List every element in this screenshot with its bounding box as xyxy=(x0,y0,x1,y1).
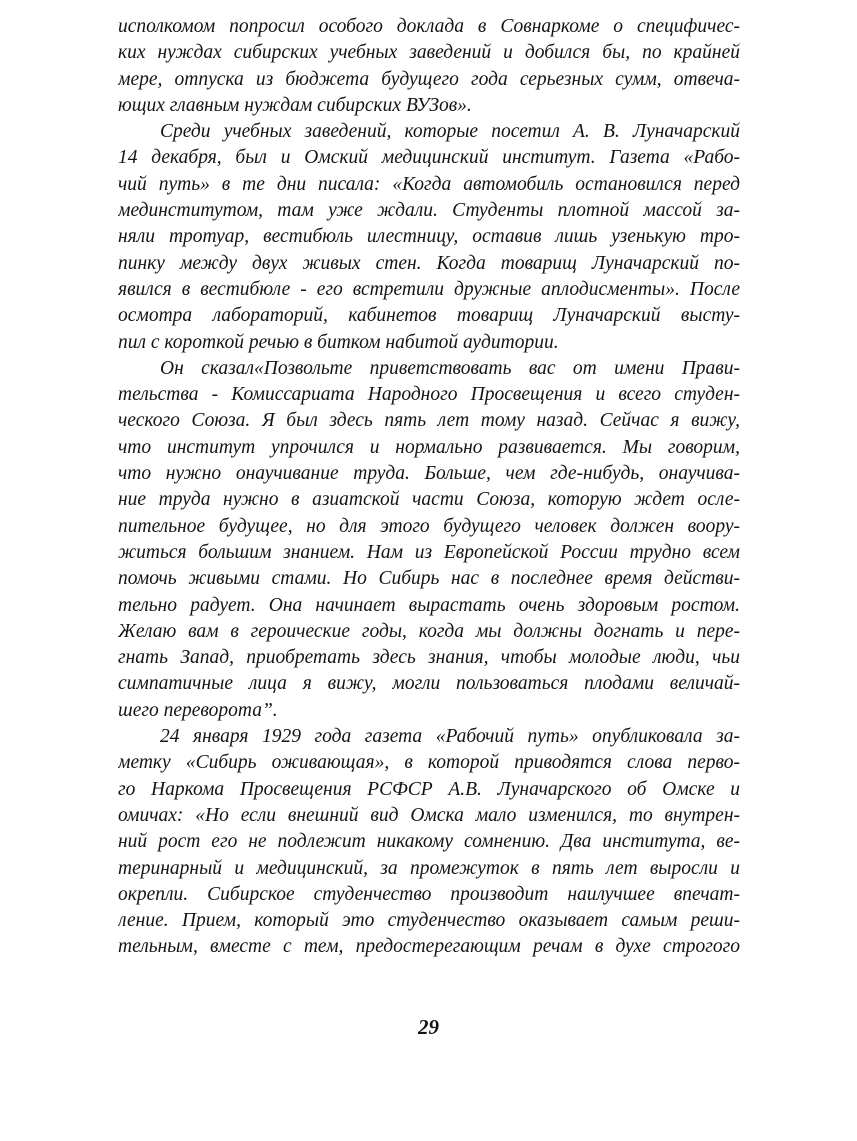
text-line: ческого Союза. Я был здесь пять лет тому назад. Сейчас я вижу, xyxy=(118,410,740,432)
text-line: Среди учебных заведений, которые посетил А. В. Луначарский xyxy=(160,121,740,143)
text-line: чий путь» в те дни писала: «Когда автомобиль остановился перед xyxy=(118,173,740,195)
text-line: ких нуждах сибирских учебных заведений и добился бы, по крайней xyxy=(118,42,740,64)
text-line: теринарный и медицинский, за промежуток в пять лет выросли и xyxy=(118,857,740,879)
page-number: 29 xyxy=(418,1015,439,1039)
text-line: мединститутом, там уже ждали. Студенты плотной массой за- xyxy=(118,200,740,222)
text-line: шего переворота”. xyxy=(118,699,278,721)
text-line: ние труда нужно в азиатской части Союза, которую ждет осле- xyxy=(118,489,740,511)
text-line: житься большим знанием. Нам из Европейской России трудно всем xyxy=(118,541,740,563)
text-line: тельно радует. Она начинает вырастать очень здоровым ростом. xyxy=(118,594,740,616)
text-line: что институт упрочился и нормально развивается. Мы говорим, xyxy=(118,436,740,458)
text-line: 14 декабря, был и Омский медицинский институт. Газета «Рабо- xyxy=(118,147,740,169)
text-line: пинку между двух живых стен. Когда товарищ Луначарский по- xyxy=(118,252,740,274)
text-line: тельным, вместе с тем, предостерегающим речам в духе строгого xyxy=(118,936,740,958)
text-line: метку «Сибирь оживающая», в которой приводятся слова перво- xyxy=(118,752,740,774)
text-line: пительное будущее, но для этого будущего человек должен воору- xyxy=(118,515,740,537)
body-text xyxy=(118,14,740,961)
text-line: го Наркома Просвещения РСФСР А.В. Луначарского об Омске и xyxy=(118,778,740,800)
text-line: исполкомом попросил особого доклада в Совнаркоме о специфичес- xyxy=(118,16,740,37)
text-line: окрепли. Сибирское студенчество производит наилучшее впечат- xyxy=(118,883,740,905)
text-line: няли тротуар, вестибюль илестницу, оставив лишь узенькую тро- xyxy=(118,226,740,248)
text-line: Он сказал«Позвольте приветствовать вас от имени Прави- xyxy=(160,357,740,379)
text-line: 24 января 1929 года газета «Рабочий путь» опубликовала за- xyxy=(160,726,740,748)
text-line: мере, отпуска из бюджета будущего года серьезных сумм, отвеча- xyxy=(118,68,740,90)
text-line: гнать Запад, приобретать здесь знания, чтобы молодые люди, чьи xyxy=(118,647,740,669)
text-line: помочь живыми стами. Но Сибирь нас в последнее время действи- xyxy=(118,568,740,590)
text-line: явился в вестибюле - его встретили дружные аплодисменты». После xyxy=(118,278,740,300)
text-line: осмотра лабораторий, кабинетов товарищ Луначарский высту- xyxy=(118,305,740,327)
text-line: что нужно онаучивание труда. Больше, чем где-нибудь, онаучива- xyxy=(118,463,740,485)
text-line: Желаю вам в героические годы, когда мы должны догнать и пере- xyxy=(118,620,740,642)
text-line: симпатичные лица я вижу, могли пользоваться плодами величай- xyxy=(118,673,740,695)
text-line: ющих главным нуждам сибирских ВУЗов». xyxy=(118,94,472,116)
text-line: омичах: «Но если внешний вид Омска мало изменился, то внутрен- xyxy=(118,804,740,826)
text-line: пил с короткой речью в битком набитой аудитории. xyxy=(118,331,559,353)
text-line: ление. Прием, который это студенчество оказывает самым реши- xyxy=(118,910,740,932)
text-line: ний рост его не подлежит никакому сомнению. Два института, ве- xyxy=(118,831,740,853)
text-line: тельства - Комиссариата Народного Просвещения и всего студен- xyxy=(118,384,740,406)
